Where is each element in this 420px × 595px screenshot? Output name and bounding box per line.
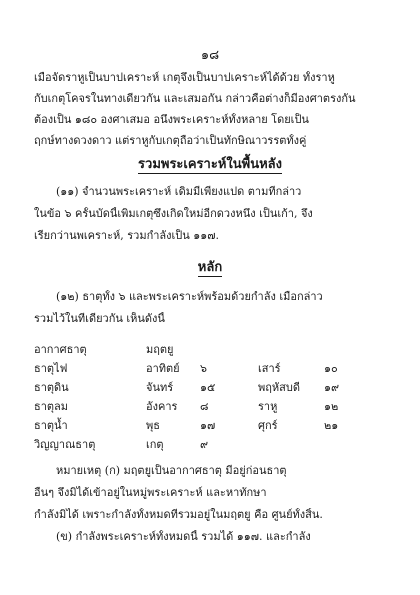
planet-cell: เสาร์ bbox=[258, 362, 281, 375]
strength-cell: ๑๗ bbox=[200, 419, 216, 432]
table-row bbox=[34, 416, 386, 435]
planet-cell: พฤหัสบดี bbox=[258, 381, 301, 394]
element-cell: อากาศธาตุ bbox=[34, 343, 87, 356]
paragraph-line: ฤกษ์ทางดวงดาว แต่ราหูกับเกตุถือว่าเป็นทักษิณาวรรตทั้งคู่ bbox=[34, 134, 307, 147]
table-row bbox=[34, 435, 386, 454]
section-heading-text: หลัก bbox=[197, 260, 223, 275]
table-row bbox=[34, 359, 386, 378]
note-line: (ข) กำลังพระเคราะห์ทั้งหมดนี้ รวมได้ ๑๑๗. และกำลัง bbox=[56, 530, 311, 543]
planet-cell: มฤตยู bbox=[146, 343, 174, 356]
planet-cell: ศุกร์ bbox=[258, 419, 278, 432]
section-heading bbox=[0, 256, 420, 277]
note-line: อื่นๆ จึงมิได้เข้าอยู่ในหมู่พระเคราะห์ และหาทักษา bbox=[34, 486, 267, 499]
paragraph-line: เมื่อจัดราหูเป็นบาปเคราะห์ เกตุจึงเป็นบาปเคราะห์ได้ด้วย ทั้งราหู bbox=[34, 71, 335, 84]
strength-cell: ๑๕ bbox=[200, 381, 216, 394]
planet-cell: อาทิตย์ bbox=[146, 362, 180, 375]
paragraph-line: เรียกว่านพเคราะห์, รวมกำลังเป็น ๑๑๗. bbox=[34, 229, 220, 242]
page-number: ๑๘ bbox=[200, 48, 220, 63]
planet-cell: เกตุ bbox=[146, 438, 164, 451]
strength-cell: ๑๐ bbox=[324, 362, 338, 375]
planet-cell: ราหู bbox=[258, 400, 278, 413]
paragraph-line: (๑๑) จำนวนพระเคราะห์ เดิมมีเพียงแปด ตามที่กล่าว bbox=[56, 185, 302, 198]
paragraph-line: กับเกตุโคจรในทางเดียวกัน และเสมอกัน กล่าวคือต่างก็มีองศาตรงกัน bbox=[34, 92, 356, 105]
strength-cell: ๖ bbox=[200, 362, 207, 375]
paragraph-line: ต้องเป็น ๑๘๐ องศาเสมอ อนึ่งพระเคราะห์ทั้งหลาย โดยเป็น bbox=[34, 113, 309, 126]
paragraph-line: รวมไว้ในที่เดียวกัน เห็นดังนี้ bbox=[34, 312, 165, 325]
element-cell: ธาตุน้ำ bbox=[34, 419, 68, 432]
elements-planets-table bbox=[34, 340, 386, 454]
strength-cell: ๒๑ bbox=[324, 419, 339, 432]
strength-cell: ๑๒ bbox=[324, 400, 339, 413]
note-line: หมายเหตุ (ก) มฤตยูเป็นอากาศธาตุ มีอยู่ก่อนธาตุ bbox=[56, 464, 287, 477]
table-row bbox=[34, 340, 386, 359]
strength-cell: ๙ bbox=[200, 438, 209, 451]
strength-cell: ๘ bbox=[200, 400, 209, 413]
table-row bbox=[34, 397, 386, 416]
planet-cell: จันทร์ bbox=[146, 381, 174, 394]
element-cell: ธาตุไฟ bbox=[34, 362, 68, 375]
section-heading-text: รวมพระเคราะห์ในพื้นหลัง bbox=[138, 157, 282, 172]
planet-cell: อังคาร bbox=[146, 400, 178, 413]
paragraph-line: ในข้อ ๖ ครั้นบัดนี้เพิ่มเกตุซึ่งเกิดใหม่อีกดวงหนึ่ง เป็นเก้า, จึง bbox=[34, 207, 313, 220]
table-row bbox=[34, 378, 386, 397]
planet-cell: พุธ bbox=[146, 419, 160, 432]
section-heading bbox=[0, 153, 420, 174]
note-line: กำลังมิได้ เพราะกำลังทั้งหมดที่รวมอยู่ในมฤตยู คือ ศูนย์ทั้งสิ้น. bbox=[34, 508, 323, 521]
element-cell: วิญญาณธาตุ bbox=[34, 438, 96, 451]
element-cell: ธาตุลม bbox=[34, 400, 69, 413]
element-cell: ธาตุดิน bbox=[34, 381, 69, 394]
strength-cell: ๑๙ bbox=[324, 381, 340, 394]
paragraph-line: (๑๒) ธาตุทั้ง ๖ และพระเคราะห์พร้อมด้วยกำลัง เมื่อกล่าว bbox=[56, 290, 323, 303]
